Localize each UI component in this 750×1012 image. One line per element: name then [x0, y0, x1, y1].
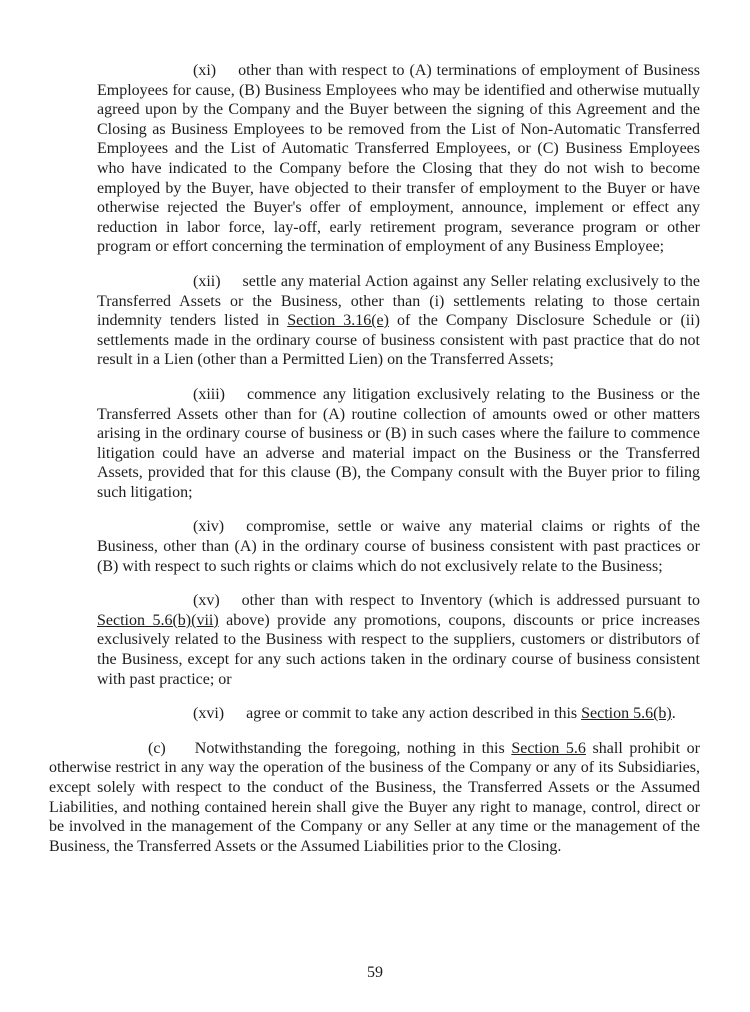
clause-xvi-text-lead: agree or commit to take any action described in this	[246, 705, 582, 723]
clause-xv	[97, 591, 700, 689]
clause-xiv	[97, 517, 700, 576]
clause-xi	[97, 61, 700, 257]
clause-xii-text-lead: settle any material Action against any Seller relating exclusively to the Transferred Assets or the Business, other than (i) settlements relating to those certain indemnity tenders listed in	[97, 272, 700, 330]
paragraph-c	[49, 739, 700, 857]
paragraph-c-text-lead: Notwithstanding the foregoing, nothing in this	[194, 739, 512, 757]
clause-xvi-label: (xvi)	[193, 705, 225, 723]
section-ref-5-6: Section 5.6	[511, 739, 586, 757]
paragraph-c-text-tail: shall prohibit or otherwise restrict in any way the operation of the business of the Company or any of its Subsidiaries, except solely with respect to the conduct of the Business, the Transferred Assets or the Assumed Liabilities, and nothing contained herein shall give the Buyer any right to manage, control, direct or be involved in the management of the Company or any Seller at any time or the management of the Business, the Transferred Assets or the Assumed Liabilities prior to the Closing.	[49, 739, 700, 855]
clause-xiii	[97, 385, 700, 503]
section-ref-5-6-b-vii: Section 5.6(b)(vii)	[97, 611, 219, 629]
section-ref-3-16-e: Section 3.16(e)	[287, 312, 389, 330]
clause-xiv-label: (xiv)	[193, 518, 225, 536]
clause-xii-text-tail: of the Company Disclosure Schedule or (ii) settlements made in the ordinary course of business consistent with past practice that do not result in a Lien (other than a Permitted Lien) on the Transferred Assets;	[97, 312, 700, 369]
clause-xiii-text: commence any litigation exclusively relating to the Business or the Transferred Assets other than for (A) routine collection of amounts owed or other matters arising in the ordinary course of business or (B) in such cases where the failure to commence litigation could have an adverse and material impact on the Business or the Transferred Assets, provided that for this clause (B), the Company consult with the Buyer prior to filing such litigation;	[97, 385, 700, 501]
clause-xii-label: (xii)	[193, 272, 221, 290]
clause-xii	[97, 272, 700, 370]
clause-xv-text-tail: above) provide any promotions, coupons, discounts or price increases exclusively related to the Business with respect to the suppliers, customers or distributors of the Business, except for any such actions taken in the ordinary course of business consistent with past practice; or	[97, 611, 700, 688]
clause-xvi	[97, 704, 700, 724]
clause-xi-label: (xi)	[193, 62, 217, 79]
page-body	[49, 61, 700, 871]
clause-xiii-label: (xiii)	[193, 385, 225, 403]
clause-xiv-text: compromise, settle or waive any material claims or rights of the Business, other than (A) in the ordinary course of business consistent with past practices or (B) with respect to such rights or claims which do not exclusively relate to the Business;	[97, 518, 700, 575]
clause-xvi-text-tail: .	[671, 705, 676, 723]
clause-xv-label: (xv)	[193, 592, 220, 610]
clause-xi-text: other than with respect to (A) terminations of employment of Business Employees for cause, (B) Business Employees who may be identified and otherwise mutually agreed upon by the Company and the Buyer between the signing of this Agreement and the Closing as Business Employees to be removed from the List of Non-Automatic Transferred Employees and the List of Automatic Transferred Employees, or (C) Business Employees who have indicated to the Company before the Closing that they do not wish to become employed by the Buyer, have objected to their transfer of employment to the Buyer or have otherwise rejected the Buyer's offer of employment, announce, implement or effect any reduction in labor force, lay-off, early retirement program, severance program or other program or effort concerning the termination of employment of any Business Employee;	[97, 62, 700, 256]
page-number: 59	[367, 964, 383, 981]
section-ref-5-6-b: Section 5.6(b)	[581, 705, 672, 723]
clause-xv-text-lead: other than with respect to Inventory (which is addressed pursuant to	[241, 592, 700, 610]
paragraph-c-label: (c)	[148, 739, 166, 757]
